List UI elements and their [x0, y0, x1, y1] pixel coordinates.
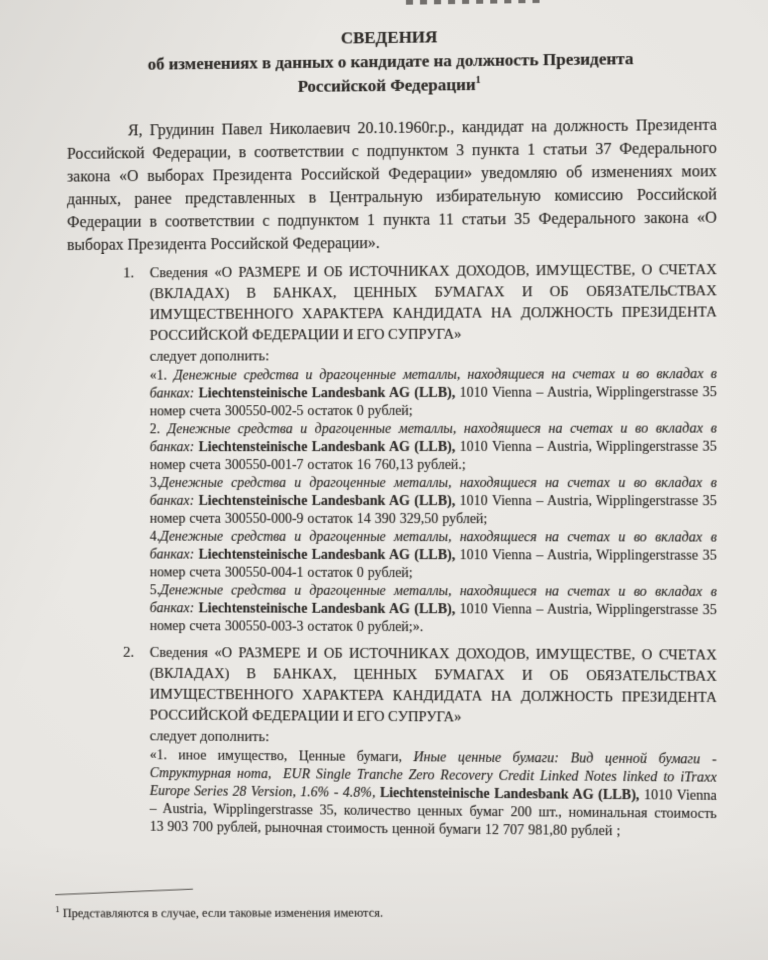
entry-bank-name: Liechtensteinische Landesbank AG (LLB), [194, 547, 456, 564]
entry-bank-name: Liechtensteinische Landesbank AG (LLB), [375, 785, 640, 804]
bank-entry-5 [150, 582, 717, 638]
list-item-1-body [150, 260, 717, 638]
footnote-reference-marker: 1 [475, 75, 481, 87]
list-item-2 [67, 643, 717, 843]
entry-italic: Иные ценные бумаги: Вид ценной бумаги - Структурная нота, EUR Single Tranche Zero Recovery Credit Linked Notes linked to iTraxx Europe Series 28 Version, 1.6% - 4.8%, [149, 750, 717, 801]
title-line-3-text: Российской Федерации [297, 74, 476, 96]
entry-details: 1010 Vienna – Austria, Wipplingerstrasse 35 номер счета 300550-002-5 остаток 0 рублей; [149, 385, 717, 420]
title-line-1: СВЕДЕНИЯ [340, 27, 438, 48]
list-item-1 [67, 260, 717, 638]
paper-sheet [4, 0, 768, 960]
bank-entry-1 [150, 366, 717, 421]
entry-italic: Денежные средства и драгоценные металлы, находящиеся на счетах и во вкладах в банках: [149, 475, 717, 509]
footnote-rule [55, 889, 193, 896]
securities-entry-1 [150, 747, 717, 842]
entry-italic: Денежные средства и драгоценные металлы, находящиеся на счетах и во вкладах в банках: [149, 421, 717, 456]
bank-entry-3 [150, 475, 717, 529]
list-item-1-heading: Сведения «О РАЗМЕРЕ И ОБ ИСТОЧНИКАХ ДОХОДОВ, ИМУЩЕСТВЕ, О СЧЕТАХ (ВКЛАДАХ) В БАНКАХ, ЦЕННЫХ БУМАГАХ И ОБ ОБЯЗАТЕЛЬСТВАХ ИМУЩЕСТВЕННОГО ХАРАКТЕРА КАНДИДАТА НА ДОЛЖНОСТЬ ПРЕЗИДЕНТА РОССИЙСКОЙ ФЕДЕРАЦИИ И ЕГО СУПРУГА» [149, 262, 717, 344]
entry-details: 1010 Vienna – Austria, Wipplingerstrasse 35 номер счета 300550-003-3 остаток 0 рублей;». [149, 602, 717, 636]
entry-bank-name: Liechtensteinische Landesbank AG (LLB), [194, 493, 456, 510]
entry-italic: Денежные средства и драгоценные металлы, находящиеся на счетах и во вкладах в банках: [149, 583, 717, 617]
list-item-2-heading: Сведения «О РАЗМЕРЕ И ОБ ИСТОЧНИКАХ ДОХОДОВ, ИМУЩЕСТВЕ, О СЧЕТАХ (ВКЛАДАХ) В БАНКАХ, ЦЕННЫХ БУМАГАХ И ОБ ОБЯЗАТЕЛЬСТВАХ ИМУЩЕСТВЕННОГО ХАРАКТЕРА КАНДИДАТА НА ДОЛЖНОСТЬ ПРЕЗИДЕНТА РОССИЙСКОЙ ФЕДЕРАЦИИ И ЕГО СУПРУГА» [149, 644, 717, 726]
footnote-text-body: Представляются в случае, если таковые изменения имеются. [59, 905, 384, 921]
list-item-1-follow: следует дополнить: [149, 348, 270, 365]
intro-paragraph: Я, Грудинин Павел Николаевич 20.10.1960г.р., кандидат на должность Президента Российской Федерации, в соответствии с подпунктом 3 пункта 1 статьи 37 Федерального закона «О выборах Президента Российской Федерации» уведомляю об изменениях моих данных, ранее представленных в Центральную избирательную комиссию Российской Федерации в соответствии с подпунктом 1 пункта 11 статьи 35 Федерального закона «О выборах Президента Российской Федерации». [67, 116, 717, 254]
list-item-2-number: 2. [123, 644, 135, 661]
bank-entry-4 [150, 529, 717, 584]
entry-italic: Денежные средства и драгоценные металлы, находящиеся на счетах и во вкладах в банках: [149, 366, 717, 402]
entry-bank-name: Liechtensteinische Landesbank AG (LLB), [194, 385, 456, 402]
list-item-1-number: 1. [123, 265, 135, 282]
document-title [67, 22, 717, 101]
list-item-2-body [150, 643, 717, 842]
title-line-2: об изменениях в данных о кандидате на должность Президента [147, 49, 634, 74]
footnote [55, 894, 573, 927]
entry-details: 1010 Vienna – Austria, Wipplingerstrasse 35 номер счета 300550-000-9 остаток 14 390 329,50 рублей; [149, 494, 717, 528]
document-body [67, 22, 717, 842]
entry-prefix: «1. иное имущество, Ценные бумаги, [149, 748, 414, 766]
bank-entry-2 [150, 420, 717, 475]
entry-prefix: 2. [149, 422, 168, 438]
entry-prefix: 5. [149, 583, 161, 599]
entry-details: 1010 Vienna – Austria, Wipplingerstrasse 35, количество ценных бумаг 200 шт., номинальная стоимость 13 903 700 рублей, рыночная стоимость ценной бумаги 12 707 981,80 рублей ; [149, 788, 717, 840]
footnote-text [55, 900, 573, 921]
entry-details: 1010 Vienna – Austria, Wipplingerstrasse 35 номер счета 300550-004-1 остаток 0 рублей; [149, 548, 717, 582]
footnote-marker: 1 [55, 904, 60, 915]
entry-italic: Денежные средства и драгоценные металлы, находящиеся на счетах и во вкладах в банках: [149, 529, 717, 563]
entry-prefix: «1. [149, 368, 174, 384]
entry-prefix: 3. [149, 476, 161, 491]
entry-bank-name: Liechtensteinische Landesbank AG (LLB), [194, 601, 456, 618]
cut-off-text-fragment [406, 0, 545, 5]
entry-details: 1010 Vienna – Austria, Wipplingerstrasse 35 номер счета 300550-001-7 остаток 16 760,13 рублей.; [149, 439, 717, 474]
list-item-2-follow: следует дополнить: [149, 728, 270, 746]
entry-bank-name: Liechtensteinische Landesbank AG (LLB), [194, 439, 456, 456]
entry-prefix: 4. [149, 529, 161, 545]
